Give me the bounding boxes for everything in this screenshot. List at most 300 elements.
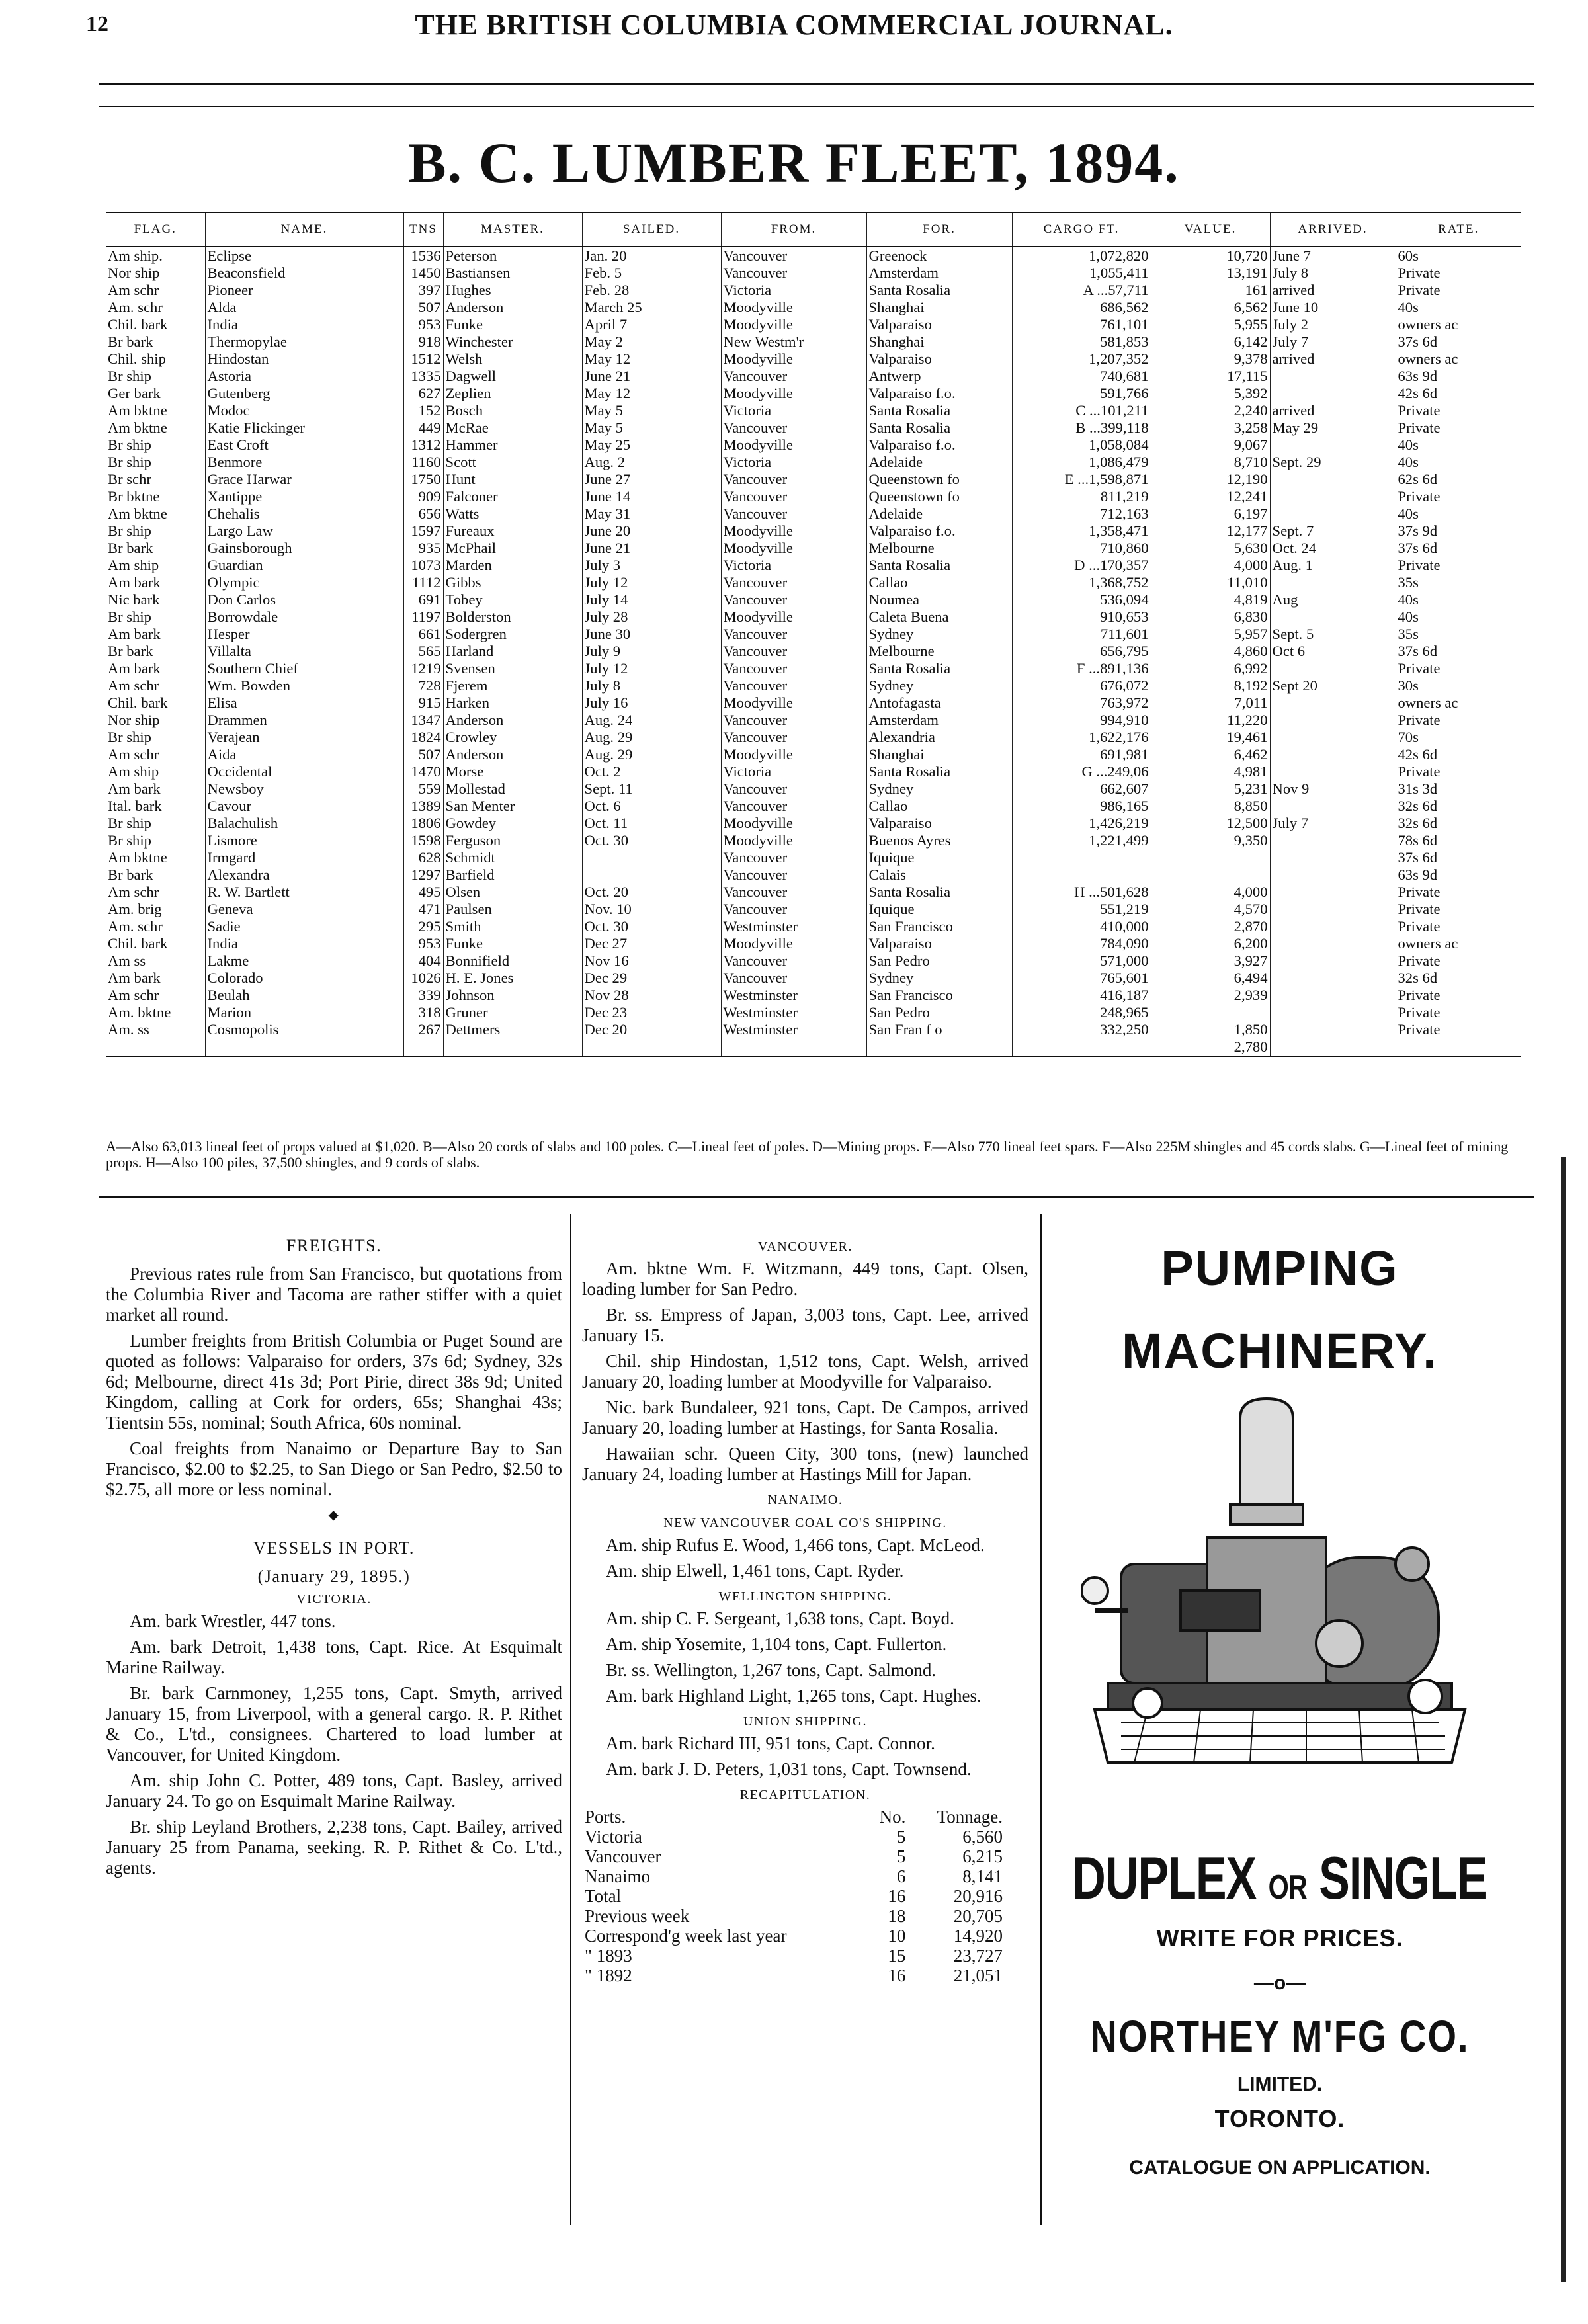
table-cell: 1824 (403, 729, 443, 746)
table-cell: Chil. bark (108, 694, 168, 711)
table-cell: R. W. Bartlett (205, 884, 403, 901)
pumping-machinery-advert (1048, 1227, 1511, 2179)
table-cell: Cavour (205, 798, 403, 815)
table-cell: 37s 6d (1396, 540, 1521, 557)
table-cell: Nov 9 (1270, 780, 1396, 798)
table-cell: 37s 9d (1396, 522, 1521, 540)
table-cell: 17,115 (1151, 368, 1270, 385)
table-row (106, 505, 1521, 522)
table-cell: 60s (1396, 247, 1521, 265)
vessel-entry: Am. bark Wrestler, 447 tons. (130, 1611, 336, 1631)
table-cell: Valparaiso f.o. (866, 522, 1012, 540)
table-cell: 6,197 (1151, 505, 1270, 522)
table-cell: H. E. Jones (443, 970, 582, 987)
table-cell: Ital. bark (108, 798, 162, 814)
recap-row (582, 1866, 1005, 1886)
table-cell: 915 (403, 694, 443, 712)
recap-cell: 18 (888, 1906, 906, 1926)
table-cell: 152 (403, 402, 443, 419)
recap-col-tonnage: Tonnage. (937, 1807, 1003, 1827)
table-cell: San Francisco (866, 987, 1012, 1004)
table-cell (1270, 987, 1396, 1004)
table-cell: Valparaiso (866, 935, 1012, 952)
table-cell: Aug. 1 (1270, 557, 1396, 574)
table-cell: Br schr (108, 471, 151, 487)
table-cell: May 2 (582, 333, 721, 351)
table-cell: 5,630 (1151, 540, 1270, 557)
table-cell: Am. ss (108, 1021, 149, 1038)
table-cell: Br bktne (108, 488, 160, 505)
recap-cell: 6,560 (962, 1827, 1003, 1847)
table-cell: Southern Chief (205, 660, 403, 677)
table-cell: Dettmers (443, 1021, 582, 1038)
table-cell (1270, 798, 1396, 815)
header-rule-thin (99, 106, 1534, 107)
table-cell: G ...249,06 (1012, 763, 1151, 780)
table-cell: Modoc (205, 402, 403, 419)
table-cell (582, 849, 721, 866)
recap-cell: 6 (896, 1866, 906, 1886)
table-cell: Anderson (443, 299, 582, 316)
table-cell: Am bktne (108, 505, 167, 522)
table-cell: 4,000 (1151, 557, 1270, 574)
table-cell: Vancouver (721, 849, 866, 866)
table-cell: Hammer (443, 436, 582, 454)
table-cell: 1335 (403, 368, 443, 385)
table-cell: June 27 (582, 471, 721, 488)
column-header: FROM. (721, 212, 866, 247)
table-cell: Oct. 24 (1270, 540, 1396, 557)
table-cell: 1,055,411 (1012, 265, 1151, 282)
table-cell: 13,191 (1151, 265, 1270, 282)
table-cell: 40s (1396, 454, 1521, 471)
table-cell: May 5 (582, 402, 721, 419)
table-cell: Ferguson (443, 832, 582, 849)
vessel-entry: Am. ship Yosemite, 1,104 tons, Capt. Fullerton. (606, 1634, 947, 1654)
table-cell: 78s 6d (1396, 832, 1521, 849)
table-cell (1270, 763, 1396, 780)
table-cell: Vancouver (721, 901, 866, 918)
table-row (106, 299, 1521, 316)
ad-headline-2: MACHINERY. (1122, 1323, 1438, 1378)
table-cell: D ...170,357 (1012, 557, 1151, 574)
table-cell: Shanghai (866, 299, 1012, 316)
table-cell: Aug. 2 (582, 454, 721, 471)
table-cell: Pioneer (205, 282, 403, 299)
table-row (106, 970, 1521, 987)
table-cell: May 5 (582, 419, 721, 436)
journal-title: THE BRITISH COLUMBIA COMMERCIAL JOURNAL. (415, 9, 1173, 41)
table-cell: Oct. 20 (582, 884, 721, 901)
table-cell: Private (1396, 660, 1521, 677)
table-cell: Iquique (866, 849, 1012, 866)
vessel-entry: Am. bark J. D. Peters, 1,031 tons, Capt. Townsend. (606, 1759, 972, 1779)
table-row (106, 402, 1521, 419)
table-cell: 35s (1396, 574, 1521, 591)
table-cell: Am bark (108, 660, 161, 677)
table-cell: Am schr (108, 884, 159, 900)
recap-cell: Correspond'g week last year (585, 1926, 787, 1946)
table-cell: June 30 (582, 626, 721, 643)
table-cell: San Francisco (866, 918, 1012, 935)
table-cell: Chil. ship (108, 351, 166, 367)
table-cell: 40s (1396, 436, 1521, 454)
table-cell: 7,011 (1151, 694, 1270, 712)
table-cell: 37s 6d (1396, 333, 1521, 351)
table-cell: 1389 (403, 798, 443, 815)
column-header: RATE. (1396, 212, 1521, 247)
table-cell: 986,165 (1012, 798, 1151, 815)
table-cell: Dec 29 (582, 970, 721, 987)
table-cell: Santa Rosalia (866, 557, 1012, 574)
table-cell: Sept. 5 (1270, 626, 1396, 643)
table-cell: 910,653 (1012, 608, 1151, 626)
table-cell: March 25 (582, 299, 721, 316)
table-cell: Br ship (108, 608, 151, 625)
table-cell: Am bktne (108, 419, 167, 436)
table-cell (205, 1038, 403, 1056)
table-cell: 1512 (403, 351, 443, 368)
table-cell: Am ship (108, 763, 159, 780)
table-row (106, 419, 1521, 436)
table-cell: 11,010 (1151, 574, 1270, 591)
table-cell: Am bark (108, 780, 161, 797)
table-cell: Moodyville (721, 815, 866, 832)
table-cell: Harken (443, 694, 582, 712)
table-cell: Santa Rosalia (866, 660, 1012, 677)
vessel-entry: Am. ship Rufus E. Wood, 1,466 tons, Capt. McLeod. (606, 1535, 985, 1555)
table-cell: Feb. 5 (582, 265, 721, 282)
table-cell: Hughes (443, 282, 582, 299)
table-cell (1270, 1004, 1396, 1021)
table-cell: May 31 (582, 505, 721, 522)
table-cell: Br ship (108, 522, 151, 539)
table-row (106, 832, 1521, 849)
table-cell: Nov. 10 (582, 901, 721, 918)
table-cell: H ...501,628 (1012, 884, 1151, 901)
table-cell: 62s 6d (1396, 471, 1521, 488)
table-cell: 6,200 (1151, 935, 1270, 952)
table-cell: Cosmopolis (205, 1021, 403, 1038)
table-cell: Zeplien (443, 385, 582, 402)
table-cell: May 25 (582, 436, 721, 454)
table-cell (1012, 1038, 1151, 1056)
table-cell: Amsterdam (866, 712, 1012, 729)
recap-cell: 6,215 (962, 1847, 1003, 1866)
table-row (106, 1021, 1521, 1038)
table-cell: June 20 (582, 522, 721, 540)
table-row (106, 729, 1521, 746)
table-cell: 918 (403, 333, 443, 351)
table-cell: 31s 3d (1396, 780, 1521, 798)
table-cell: Private (1396, 282, 1521, 299)
table-cell (1012, 849, 1151, 866)
ad-limited: LIMITED. (1237, 2073, 1323, 2095)
table-cell: Verajean (205, 729, 403, 746)
table-cell: Victoria (721, 557, 866, 574)
table-cell (1270, 952, 1396, 970)
column-header: MASTER. (443, 212, 582, 247)
recap-col-ports: Ports. (585, 1807, 626, 1827)
recap-cell: 15 (888, 1946, 906, 1966)
table-cell: Moodyville (721, 316, 866, 333)
ad-duplex-or-single (1048, 1844, 1511, 1913)
table-cell: arrived (1270, 282, 1396, 299)
table-cell (1270, 970, 1396, 987)
table-cell: 8,192 (1151, 677, 1270, 694)
table-cell: Aug. 29 (582, 729, 721, 746)
table-cell: Sydney (866, 780, 1012, 798)
table-cell: Xantippe (205, 488, 403, 505)
table-cell: Jan. 20 (582, 247, 721, 265)
table-cell: 8,850 (1151, 798, 1270, 815)
table-row (106, 660, 1521, 677)
table-row (106, 935, 1521, 952)
table-cell: Private (1396, 952, 1521, 970)
table-cell: Aug (1270, 591, 1396, 608)
table-cell (1270, 488, 1396, 505)
table-cell: Private (1396, 918, 1521, 935)
table-cell: 1160 (403, 454, 443, 471)
page-edge-shadow (1561, 1157, 1566, 2282)
recap-row (582, 1847, 1005, 1866)
table-cell: 6,494 (1151, 970, 1270, 987)
table-cell: 35s (1396, 626, 1521, 643)
table-cell: 551,219 (1012, 901, 1151, 918)
table-cell: 1026 (403, 970, 443, 987)
table-cell: 5,957 (1151, 626, 1270, 643)
table-cell: San Pedro (866, 1004, 1012, 1021)
table-cell: Moodyville (721, 694, 866, 712)
table-cell: Am. schr (108, 918, 163, 934)
table-cell: Svensen (443, 660, 582, 677)
vessels-date: (January 29, 1895.) (257, 1567, 411, 1586)
table-cell: 10,720 (1151, 247, 1270, 265)
ad-company-name: NORTHEY M'FG CO. (1090, 2011, 1470, 2061)
table-cell: A ...57,711 (1012, 282, 1151, 299)
table-cell: Anderson (443, 746, 582, 763)
table-row (106, 763, 1521, 780)
table-cell: Nic bark (108, 591, 160, 608)
table-cell: 686,562 (1012, 299, 1151, 316)
table-cell: Moodyville (721, 832, 866, 849)
column-header: ARRIVED. (1270, 212, 1396, 247)
table-cell (1270, 436, 1396, 454)
table-cell: Balachulish (205, 815, 403, 832)
table-row (106, 866, 1521, 884)
table-cell: 295 (403, 918, 443, 935)
table-cell: 728 (403, 677, 443, 694)
table-cell: San Fran f o (866, 1021, 1012, 1038)
table-cell: B ...399,118 (1012, 419, 1151, 436)
table-cell: Private (1396, 488, 1521, 505)
vessel-entry: Am. bark Highland Light, 1,265 tons, Capt. Hughes. (606, 1686, 982, 1706)
table-cell (1270, 712, 1396, 729)
table-cell: Dec 20 (582, 1021, 721, 1038)
table-cell: Don Carlos (205, 591, 403, 608)
table-cell: July 12 (582, 574, 721, 591)
table-cell: 2,870 (1151, 918, 1270, 935)
table-cell: Moodyville (721, 299, 866, 316)
table-row (106, 488, 1521, 505)
table-cell: Sodergren (443, 626, 582, 643)
table-cell: owners ac (1396, 935, 1521, 952)
nanaimo-heading: NANAIMO. (767, 1493, 843, 1507)
vancouver-heading: VANCOUVER. (758, 1239, 853, 1254)
table-cell: 935 (403, 540, 443, 557)
table-cell: Moodyville (721, 385, 866, 402)
table-cell: Santa Rosalia (866, 282, 1012, 299)
ad-single: SINGLE (1319, 1845, 1487, 1912)
recap-cell: 5 (896, 1847, 906, 1866)
table-row (106, 694, 1521, 712)
table-cell: Private (1396, 901, 1521, 918)
recap-cell: 8,141 (962, 1866, 1003, 1886)
table-cell: Crowley (443, 729, 582, 746)
recap-cell: 14,920 (953, 1926, 1003, 1946)
ad-divider: —o— (1253, 1972, 1306, 1994)
table-cell: Oct. 11 (582, 815, 721, 832)
table-cell: 811,219 (1012, 488, 1151, 505)
table-cell: Melbourne (866, 540, 1012, 557)
table-cell (1270, 866, 1396, 884)
table-cell: 1750 (403, 471, 443, 488)
table-cell: 6,462 (1151, 746, 1270, 763)
vessel-entry: Am. bark Detroit, 1,438 tons, Capt. Rice. At Esquimalt Marine Railway. (106, 1637, 562, 1677)
victoria-heading: VICTORIA. (296, 1592, 372, 1606)
table-cell: Vancouver (721, 780, 866, 798)
table-cell (866, 1038, 1012, 1056)
table-cell: Am ship (108, 557, 159, 573)
table-cell (403, 1038, 443, 1056)
table-cell: 471 (403, 901, 443, 918)
table-cell: Mollestad (443, 780, 582, 798)
table-cell: 8,710 (1151, 454, 1270, 471)
table-cell: 40s (1396, 608, 1521, 626)
table-cell: Hindostan (205, 351, 403, 368)
pump-engine-illustration (1081, 1392, 1478, 1815)
table-cell: 4,981 (1151, 763, 1270, 780)
table-cell: Anderson (443, 712, 582, 729)
table-cell: 5,231 (1151, 780, 1270, 798)
table-cell: Sept. 7 (1270, 522, 1396, 540)
table-cell (106, 1038, 205, 1056)
table-cell: Johnson (443, 987, 582, 1004)
table-cell: Nov 16 (582, 952, 721, 970)
table-cell: Br ship (108, 815, 151, 831)
table-cell: New Westm'r (721, 333, 866, 351)
table-cell: Br ship (108, 454, 151, 470)
table-cell: Scott (443, 454, 582, 471)
table-cell: Vancouver (721, 247, 866, 265)
table-cell: 40s (1396, 591, 1521, 608)
vessel-entry: Nic. bark Bundaleer, 921 tons, Capt. De Campos, arrived January 20, loading lumber at Hastings, for Santa Rosalia. (582, 1397, 1028, 1438)
table-cell: owners ac (1396, 694, 1521, 712)
table-header-row (106, 212, 1521, 247)
table-cell: Am. schr (108, 299, 163, 315)
table-cell: Vancouver (721, 970, 866, 987)
recap-cell: Victoria (585, 1827, 642, 1847)
recap-cell: Vancouver (585, 1847, 661, 1866)
vessel-entry: Br. bark Carnmoney, 1,255 tons, Capt. Smyth, arrived January 15, from Liverpool, with a general cargo. R. P. Rithet & Co., L'td., consignees. Chartered to load lumber at Vancouver, for United Kingdom. (106, 1683, 562, 1764)
table-cell: 12,241 (1151, 488, 1270, 505)
table-cell: Astoria (205, 368, 403, 385)
table-cell (582, 866, 721, 884)
table-cell (1270, 901, 1396, 918)
table-cell: Moodyville (721, 935, 866, 952)
freights-heading: FREIGHTS. (286, 1236, 382, 1255)
column-rule (570, 1214, 571, 2225)
table-cell: 32s 6d (1396, 798, 1521, 815)
table-cell (1270, 918, 1396, 935)
table-cell: Adelaide (866, 505, 1012, 522)
table-row (106, 849, 1521, 866)
table-cell: Wm. Bowden (205, 677, 403, 694)
table-cell: 1,426,219 (1012, 815, 1151, 832)
table-cell: Dec 23 (582, 1004, 721, 1021)
table-cell: Br bark (108, 643, 153, 659)
table-cell: 565 (403, 643, 443, 660)
table-cell: July 8 (1270, 265, 1396, 282)
table-cell: Eclipse (205, 247, 403, 265)
table-cell: Hesper (205, 626, 403, 643)
table-cell: Moodyville (721, 608, 866, 626)
table-cell: 42s 6d (1396, 385, 1521, 402)
table-cell: Dec 27 (582, 935, 721, 952)
table-row (106, 884, 1521, 901)
table-cell: July 7 (1270, 333, 1396, 351)
ornament-divider: ——◆—— (300, 1508, 368, 1522)
table-cell: 63s 9d (1396, 866, 1521, 884)
table-cell: 1598 (403, 832, 443, 849)
table-cell: 4,860 (1151, 643, 1270, 660)
table-cell: Newsboy (205, 780, 403, 798)
table-cell: Bonnifield (443, 952, 582, 970)
table-cell: Am bktne (108, 849, 167, 866)
table-cell: Queenstown fo (866, 471, 1012, 488)
recap-cell: 21,051 (953, 1966, 1003, 1985)
column-header: FLAG. (106, 212, 205, 247)
table-cell: 6,562 (1151, 299, 1270, 316)
table-cell: 1470 (403, 763, 443, 780)
table-cell: Buenos Ayres (866, 832, 1012, 849)
table-row (106, 557, 1521, 574)
wellington-heading: WELLINGTON SHIPPING. (718, 1589, 892, 1604)
table-cell (1270, 1021, 1396, 1038)
recap-cell: Nanaimo (585, 1866, 650, 1886)
table-cell: Sydney (866, 970, 1012, 987)
table-row (106, 626, 1521, 643)
table-cell: 627 (403, 385, 443, 402)
table-cell (1270, 832, 1396, 849)
table-row (106, 540, 1521, 557)
table-cell: Am ship. (108, 247, 163, 264)
table-cell: 571,000 (1012, 952, 1151, 970)
table-cell: Vancouver (721, 574, 866, 591)
table-cell: Beulah (205, 987, 403, 1004)
table-cell: Ger bark (108, 385, 161, 401)
table-cell: Smith (443, 918, 582, 935)
table-cell: Private (1396, 265, 1521, 282)
nvc-heading: NEW VANCOUVER COAL CO'S SHIPPING. (663, 1516, 947, 1530)
recap-cell: Total (585, 1886, 622, 1906)
table-cell: Fjerem (443, 677, 582, 694)
table-cell: Am ss (108, 952, 146, 969)
recap-row (582, 1886, 1005, 1906)
table-row (106, 471, 1521, 488)
table-cell: Am bark (108, 626, 161, 642)
column-header: TNS (403, 212, 443, 247)
